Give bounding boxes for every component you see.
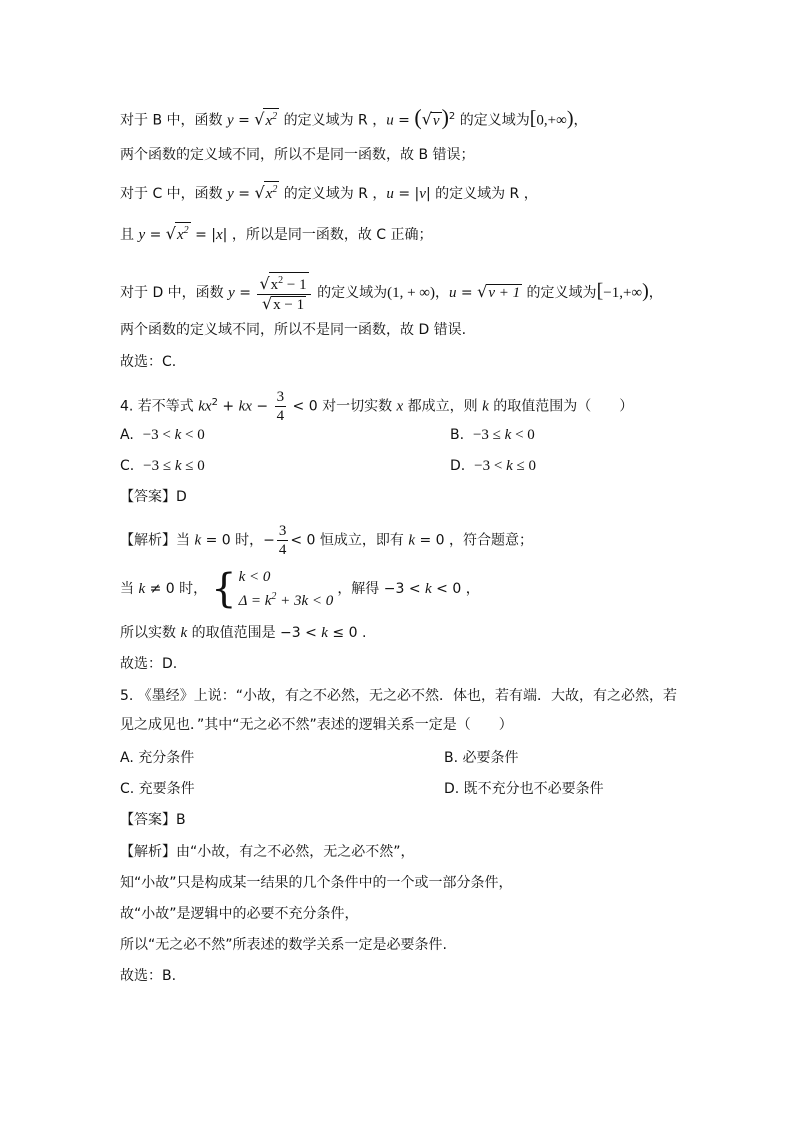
choose-c: 故选：C. [120,354,177,370]
q4-choose: 故选：D. [120,656,178,672]
solution-line-c: 对于 C 中，函数 $y = √x^2$ 的定义域为 R ，u = |v| 的定义域为 R ， [120,183,538,202]
q5-analysis-1: 【解析】由“小故，有之不必然，无之必不然”， [120,844,415,860]
q5-analysis-3: 故“小故”是逻辑中的必要不充分条件， [120,906,359,922]
solution-line-b-conclusion: 两个函数的定义域不同，所以不是同一函数，故 B 错误； [120,147,475,163]
q5-analysis-2: 知“小故”只是构成某一结果的几个条件中的一个或一部分条件， [120,875,513,891]
solution-line-d-conclusion: 两个函数的定义域不同，所以不是同一函数，故 D 错误. [120,322,467,338]
solution-line-c-conclusion: 且 $y = √x^2 = |x|$ ，所以是同一函数，故 C 正确； [120,224,433,243]
q5-answer: 【答案】B [120,812,186,828]
question-5-stem-1: 5. 《墨经》上说：“小故，有之不必然，无之必不然．体也，若有端．大故，有之必然，若 [120,688,678,704]
q5-option-a: A. 充分条件 [120,750,195,766]
q5-option-b: B. 必要条件 [444,750,519,766]
q4-option-a: A. −3 < k < 0 [120,427,205,443]
q5-analysis-4: 所以“无之必不然”所表述的数学关系一定是必要条件. [120,937,447,953]
q4-option-c: C. −3 ≤ k ≤ 0 [120,458,205,474]
question-4-stem: 4. 若不等式 $kx^2$ + kx − $\frac{3}{4}$ < 0 对一切实数 x 都成立，则 k 的取值范围为（ ） [120,389,634,424]
q4-option-d: D. −3 < k ≤ 0 [450,458,536,474]
q4-analysis-1: 【解析】当 k = 0 时，− $\frac{3}{4}$ < 0 恒成立，即有 k = 0 ，符合题意； [120,523,534,558]
solution-line-b: 对于 B 中，函数 $y = √x^2$ 的定义域为 R ，$u = (√v)^2$ 的定义域为[0,+∞)， [120,104,588,130]
q5-option-d: D. 既不充分也不必要条件 [444,781,604,797]
q5-choose: 故选：B. [120,968,177,984]
question-5-stem-2: 见之成见也．”其中“无之必不然”表述的逻辑关系一定是（ ） [120,717,513,733]
q4-analysis-3: 所以实数 k 的取值范围是 −3 < k ≤ 0 . [120,625,367,641]
solution-line-d: 对于 D 中，函数 y = $\frac{√x^2 - 1}{√x - 1}$ 的定义域为(1, + ∞)，u = √v + 1 的定义域为[−1,+∞)， [120,274,663,313]
q4-analysis-2: 当 k ≠ 0 时， { k < 0 $\Delta = k^2 + 3k < 0$ ，解得 −3 < k < 0 ， [120,566,480,612]
q4-option-b: B. −3 ≤ k < 0 [450,427,535,443]
q4-answer: 【答案】D [120,489,187,505]
q5-option-c: C. 充要条件 [120,781,195,797]
